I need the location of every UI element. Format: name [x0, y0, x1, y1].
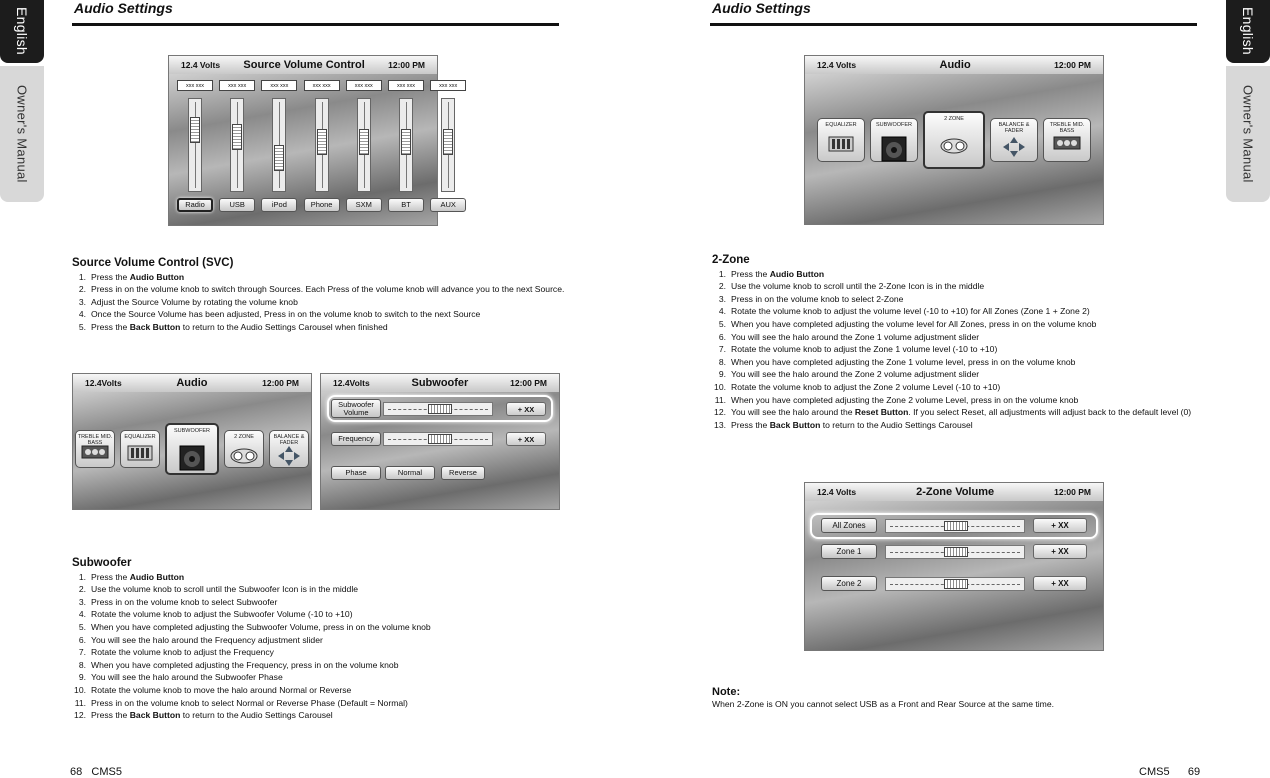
screen-title: Subwoofer — [411, 377, 469, 389]
slider-thumb[interactable] — [428, 404, 452, 414]
step-number: 1. — [718, 268, 726, 279]
icon-caption: SUBWOOFER — [875, 122, 913, 128]
step-text: Press the — [731, 268, 770, 279]
step-number: 1. — [78, 571, 86, 582]
frequency-label: Frequency — [331, 432, 381, 446]
source-volume-readout: xxx xxx — [430, 80, 466, 91]
step-number: 12. — [714, 407, 726, 418]
step-emphasis: Audio Button — [769, 268, 825, 279]
step-text: to return to the Audio Settings Carousel — [180, 710, 333, 721]
step-item — [712, 381, 1212, 394]
step-item — [712, 419, 1212, 432]
frequency-value: + XX — [506, 432, 546, 446]
audio-menu-2-zone[interactable] — [224, 430, 264, 468]
step-item — [72, 697, 567, 710]
step-item — [72, 671, 567, 684]
icon-caption: 2 ZONE — [944, 116, 964, 122]
status-bar — [805, 483, 1103, 501]
step-text: Press in on the volume knob to select Subwoofer — [91, 596, 278, 607]
step-text: Adjust the Source Volume by rotating the volume knob — [91, 296, 298, 307]
subwoofer-icon — [879, 136, 909, 167]
source-volume-readout: xxx xxx — [219, 80, 255, 91]
step-text: Use the volume knob to scroll until the Subwoofer Icon is in the middle — [91, 584, 359, 595]
step-text: Rotate the volume knob to adjust the Frequency — [91, 647, 274, 658]
language-tab[interactable]: English — [1226, 0, 1270, 63]
phase-normal-button[interactable]: Normal — [385, 466, 435, 480]
step-text: Rotate the volume knob to adjust the Subwoofer Volume (-10 to +10) — [91, 609, 353, 620]
step-text: to return to the Audio Settings Carousel when finished — [180, 321, 388, 332]
source-button-bt[interactable]: BT — [388, 198, 424, 212]
step-text: Once the Source Volume has been adjusted, Press in on the volume knob to switch to the next Source — [91, 309, 481, 320]
step-item — [72, 321, 567, 334]
page-title: Audio Settings — [712, 0, 811, 16]
step-number: 10. — [714, 381, 726, 392]
step-number: 4. — [78, 609, 86, 620]
subwoofer-icon — [177, 445, 207, 476]
zone-volume-screen — [804, 482, 1104, 651]
screen-title: Audio — [939, 59, 971, 71]
zone-volume-value: + XX — [1033, 576, 1087, 591]
step-text: You will see the halo around the Zone 1 volume adjustment slider — [731, 331, 980, 342]
step-number: 3. — [78, 596, 86, 607]
source-volume-slider[interactable] — [315, 98, 329, 192]
step-text: When you have completed adjusting the Frequency, press in on the volume knob — [91, 659, 399, 670]
step-number: 3. — [78, 296, 86, 307]
volts-readout: 12.4Volts — [85, 378, 122, 388]
page-title: Audio Settings — [74, 0, 173, 16]
subwoofer-screen — [320, 373, 560, 510]
step-item — [72, 709, 567, 722]
step-text: When you have completed adjusting the Zone 1 volume level, press in on the volume knob — [731, 356, 1076, 367]
step-item — [72, 621, 567, 634]
step-number: 8. — [718, 356, 726, 367]
volts-readout: 12.4 Volts — [817, 487, 857, 497]
step-item — [72, 271, 567, 284]
step-item — [712, 343, 1212, 356]
slider-thumb[interactable] — [274, 145, 284, 171]
step-text: Press the — [731, 419, 770, 430]
step-item — [72, 308, 567, 321]
section-heading: Subwoofer — [72, 557, 132, 569]
zone-label: All Zones — [821, 518, 877, 533]
step-number: 10. — [74, 684, 86, 695]
step-item — [72, 283, 567, 296]
step-item — [712, 406, 1212, 419]
phase-label: Phase — [331, 466, 381, 480]
screen-title: Audio — [176, 377, 208, 389]
step-item — [72, 571, 567, 584]
step-number: 3. — [718, 293, 726, 304]
source-button-sxm[interactable]: SXM — [346, 198, 382, 212]
step-item — [712, 293, 1212, 306]
note-heading: Note: — [712, 686, 741, 698]
audio-carousel-screen — [804, 55, 1104, 225]
source-volume-slider[interactable] — [230, 98, 244, 192]
step-text: When you have completed adjusting the volume level for All Zones, press in on the volume knob — [731, 318, 1097, 329]
source-volume-slider[interactable] — [441, 98, 455, 192]
step-item — [712, 318, 1212, 331]
step-text: Press the — [91, 321, 130, 332]
clock: 12:00 PM — [1054, 60, 1091, 70]
subwoofer-volume-label: Subwoofer Volume — [331, 399, 381, 418]
step-number: 2. — [78, 284, 86, 295]
zone-label: Zone 1 — [821, 544, 877, 559]
source-volume-readout: xxx xxx — [177, 80, 213, 91]
step-number: 2. — [718, 281, 726, 292]
slider-thumb[interactable] — [232, 124, 242, 150]
step-number: 5. — [78, 321, 86, 332]
step-text: Press in on the volume knob to switch through Sources. Each Press of the volume knob will advance you to the next Source. — [91, 284, 565, 295]
zone-instructions — [712, 254, 1212, 431]
source-button-usb[interactable]: USB — [219, 198, 255, 212]
2-zone-icon — [939, 135, 969, 160]
source-button-phone[interactable]: Phone — [304, 198, 340, 212]
step-text: You will see the halo around the Subwoofer Phase — [91, 672, 283, 683]
step-emphasis: Back Button — [129, 710, 181, 721]
step-number: 9. — [78, 672, 86, 683]
step-number: 5. — [718, 318, 726, 329]
slider-thumb[interactable] — [944, 547, 968, 557]
step-item — [712, 394, 1212, 407]
slider-thumb[interactable] — [944, 579, 968, 589]
svc-screen — [168, 55, 458, 226]
slider-thumb[interactable] — [190, 117, 200, 143]
step-item — [72, 608, 567, 621]
step-number: 12. — [74, 710, 86, 721]
status-bar — [73, 374, 311, 392]
step-number: 8. — [78, 659, 86, 670]
treble-mid-bass-icon — [81, 445, 109, 464]
audio-menu-2-zone[interactable] — [923, 111, 985, 169]
manual-tab[interactable]: Owner's Manual — [1226, 66, 1270, 202]
phase-reverse-button[interactable]: Reverse — [441, 466, 485, 480]
source-button-aux[interactable]: AUX — [430, 198, 466, 212]
section-heading: Source Volume Control (SVC) — [72, 257, 234, 269]
step-emphasis: Back Button — [129, 321, 181, 332]
manual-tab[interactable]: Owner's Manual — [0, 66, 44, 202]
zone-label: Zone 2 — [821, 576, 877, 591]
step-item — [72, 296, 567, 309]
step-number: 2. — [78, 584, 86, 595]
source-button-ipod[interactable]: iPod — [261, 198, 297, 212]
source-volume-slider[interactable] — [188, 98, 202, 192]
step-emphasis: Audio Button — [129, 271, 185, 282]
right-footer — [1139, 766, 1200, 778]
audio-menu-equalizer[interactable] — [120, 430, 160, 468]
audio-menu-balance-fader[interactable] — [269, 430, 309, 468]
step-text: You will see the halo around the — [731, 407, 855, 418]
model-name: CMS5 — [1139, 766, 1170, 778]
step-item — [72, 684, 567, 697]
volts-readout: 12.4Volts — [333, 378, 370, 388]
zone-volume-value: + XX — [1033, 518, 1087, 533]
step-text: to return to the Audio Settings Carousel — [820, 419, 973, 430]
clock: 12:00 PM — [510, 378, 547, 388]
svc-instructions — [72, 257, 567, 334]
step-text: Rotate the volume knob to adjust the Zone 1 volume level (-10 to +10) — [731, 344, 998, 355]
icon-caption: SUBWOOFER — [173, 428, 211, 434]
step-item — [712, 280, 1212, 293]
step-item — [72, 583, 567, 596]
audio-menu-equalizer[interactable] — [817, 118, 865, 162]
step-text: Press the — [91, 710, 130, 721]
subwoofer-instructions — [72, 557, 567, 722]
balance-fader-icon — [1002, 136, 1026, 163]
step-item — [712, 331, 1212, 344]
slider-thumb[interactable] — [401, 129, 411, 155]
step-number: 11. — [714, 394, 726, 405]
balance-fader-icon — [277, 445, 301, 472]
source-volume-slider[interactable] — [272, 98, 286, 192]
icon-caption: EQUALIZER — [124, 434, 156, 440]
slider-thumb[interactable] — [359, 129, 369, 155]
equalizer-icon — [828, 136, 854, 157]
treble-mid-bass-icon — [1053, 136, 1081, 155]
equalizer-icon — [127, 445, 153, 466]
icon-caption: EQUALIZER — [825, 122, 857, 128]
step-text: You will see the halo around the Zone 2 volume adjustment slider — [731, 369, 980, 380]
step-text: . If you select Reset, all adjustments will adjust back to the default level (0) — [908, 407, 1192, 418]
audio-menu-treble-mid-bass[interactable] — [1043, 118, 1091, 162]
icon-caption: BALANCE & FADER — [998, 122, 1030, 134]
step-item — [72, 634, 567, 647]
step-list — [72, 571, 567, 722]
left-footer — [70, 766, 122, 778]
step-text: Rotate the volume knob to move the halo around Normal or Reverse — [91, 684, 352, 695]
step-number: 9. — [718, 369, 726, 380]
model-name: CMS5 — [91, 766, 122, 778]
step-text: When you have completed adjusting the Zone 2 volume Level, press in on the volume knob — [731, 394, 1079, 405]
audio-menu-treble-mid-bass[interactable] — [75, 430, 115, 468]
step-item — [72, 646, 567, 659]
step-item — [712, 268, 1212, 281]
step-item — [72, 596, 567, 609]
audio-carousel-screen — [72, 373, 312, 510]
audio-menu-subwoofer[interactable] — [165, 423, 219, 475]
step-number: 1. — [78, 271, 86, 282]
frequency-slider[interactable] — [383, 432, 493, 446]
step-number: 11. — [74, 697, 86, 708]
subwoofer-volume-value: + XX — [506, 402, 546, 416]
step-text: Press in on the volume knob to select Normal or Reverse Phase (Default = Normal) — [91, 697, 408, 708]
step-number: 4. — [78, 309, 86, 320]
clock: 12:00 PM — [388, 60, 425, 70]
step-list — [72, 271, 567, 334]
icon-caption: TREBLE MID. BASS — [77, 434, 113, 446]
subwoofer-volume-slider[interactable] — [383, 402, 493, 416]
volts-readout: 12.4 Volts — [181, 60, 221, 70]
step-number: 7. — [718, 344, 726, 355]
step-emphasis: Back Button — [769, 419, 821, 430]
step-emphasis: Reset Button — [854, 407, 909, 418]
status-bar — [805, 56, 1103, 74]
zone-volume-slider[interactable] — [885, 577, 1025, 591]
audio-menu-subwoofer[interactable] — [870, 118, 918, 162]
status-bar — [321, 374, 559, 392]
step-number: 6. — [718, 331, 726, 342]
2-zone-icon — [229, 445, 259, 470]
source-volume-readout: xxx xxx — [261, 80, 297, 91]
step-number: 7. — [78, 647, 86, 658]
note-text: When 2-Zone is ON you cannot select USB as a Front and Rear Source at the same time. — [712, 699, 1055, 709]
volts-readout: 12.4 Volts — [817, 60, 857, 70]
source-volume-slider[interactable] — [357, 98, 371, 192]
source-volume-readout: xxx xxx — [388, 80, 424, 91]
step-number: 5. — [78, 621, 86, 632]
clock: 12:00 PM — [262, 378, 299, 388]
header-rule — [710, 23, 1197, 26]
slider-thumb[interactable] — [428, 434, 452, 444]
step-number: 6. — [78, 634, 86, 645]
slider-thumb[interactable] — [317, 129, 327, 155]
zone-volume-slider[interactable] — [885, 545, 1025, 559]
section-heading: 2-Zone — [712, 254, 750, 266]
step-text: Press the — [91, 571, 130, 582]
header-rule — [72, 23, 559, 26]
slider-thumb[interactable] — [944, 521, 968, 531]
step-item — [72, 659, 567, 672]
step-text: Use the volume knob to scroll until the 2-Zone Icon is in the middle — [731, 281, 985, 292]
language-tab[interactable]: English — [0, 0, 44, 63]
step-text: When you have completed adjusting the Subwoofer Volume, press in on the volume knob — [91, 621, 431, 632]
step-number: 13. — [714, 419, 726, 430]
status-bar — [169, 56, 437, 74]
note — [712, 686, 1054, 710]
icon-caption: TREBLE MID. BASS — [1049, 122, 1085, 134]
step-text: You will see the halo around the Frequency adjustment slider — [91, 634, 323, 645]
zone-volume-slider[interactable] — [885, 519, 1025, 533]
screen-title: Source Volume Control — [243, 59, 365, 71]
step-list — [712, 268, 1212, 432]
page-number: 68 — [70, 766, 83, 778]
clock: 12:00 PM — [1054, 487, 1091, 497]
icon-caption: 2 ZONE — [234, 434, 254, 440]
step-text: Rotate the volume knob to adjust the volume level (-10 to +10) for All Zones (Zone 1 + Zone 2) — [731, 306, 1090, 317]
source-volume-readout: xxx xxx — [346, 80, 382, 91]
source-volume-readout: xxx xxx — [304, 80, 340, 91]
screen-title: 2-Zone Volume — [916, 486, 995, 498]
step-emphasis: Audio Button — [129, 571, 185, 582]
icon-caption: BALANCE & FADER — [273, 434, 305, 446]
step-text: Press the — [91, 271, 130, 282]
zone-volume-value: + XX — [1033, 544, 1087, 559]
page-number: 69 — [1187, 766, 1201, 778]
step-text: Rotate the volume knob to adjust the Zone 2 volume Level (-10 to +10) — [731, 381, 1001, 392]
step-text: Press in on the volume knob to select 2-Zone — [731, 293, 904, 304]
source-button-radio[interactable]: Radio — [177, 198, 213, 212]
step-number: 4. — [718, 306, 726, 317]
source-volume-slider[interactable] — [399, 98, 413, 192]
step-item — [712, 368, 1212, 381]
step-item — [712, 356, 1212, 369]
slider-thumb[interactable] — [443, 129, 453, 155]
audio-menu-balance-fader[interactable] — [990, 118, 1038, 162]
step-item — [712, 305, 1212, 318]
